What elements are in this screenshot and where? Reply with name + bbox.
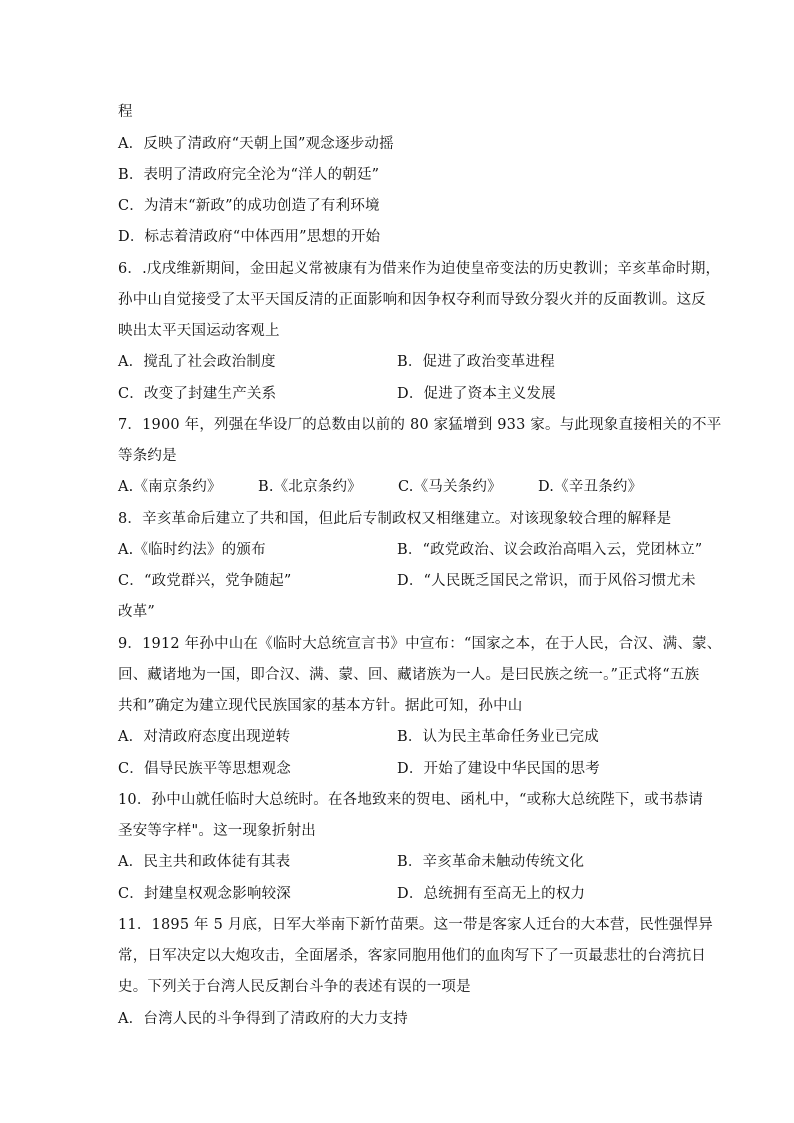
- q7-option-b: B.《北京条约》: [258, 479, 362, 495]
- q9-stem-line-3: 共和”确定为建立现代民族国家的基本方针。据此可知，孙中山: [118, 698, 523, 714]
- q8-option-d: D．“人民既乏国民之常识，而于风俗习惯尤未: [397, 573, 696, 589]
- q9-option-c: C．倡导民族平等思想观念: [118, 761, 291, 777]
- q8-option-b: B．“政党政治、议会政治高唱入云，党团林立”: [397, 542, 703, 558]
- q9-stem-line-2: 回、藏诸地为一国，即合汉、满、蒙、回、藏诸族为一人。是曰民族之统一。”正式将“五族: [118, 667, 700, 683]
- q5-option-c: C．为清末“新政”的成功创造了有利环境: [118, 198, 380, 214]
- q10-option-a: A．民主共和政体徒有其表: [118, 854, 291, 870]
- q5-option-d: D．标志着清政府“中体西用”思想的开始: [118, 229, 381, 245]
- q8-option-c: C．“政党群兴，党争随起”: [118, 573, 292, 589]
- q6-stem-line-1: 6．.戊戌维新期间，金田起义常被康有为借来作为迫使皇帝变法的历史教训；辛亥革命时期，: [118, 261, 721, 277]
- q6-stem-line-2: 孙中山自觉接受了太平天国反清的正面影响和因争权夺利而导致分裂火并的反面教训。这反: [118, 292, 706, 308]
- q10-option-c: C．封建皇权观念影响较深: [118, 886, 291, 902]
- q6-option-b: B．促进了政治变革进程: [397, 354, 555, 370]
- q6-option-a: A．搅乱了社会政治制度: [118, 354, 276, 370]
- q7-option-d: D.《辛丑条约》: [538, 479, 643, 495]
- q9-option-b: B．认为民主革命任务业已完成: [397, 729, 599, 745]
- q8-option-a: A.《临时约法》的颁布: [118, 542, 266, 558]
- q11-stem-line-3: 史。下列关于台湾人民反割台斗争的表述有误的一项是: [118, 979, 471, 995]
- q9-stem-line-1: 9．1912 年孙中山在《临时大总统宣言书》中宣布：“国家之本，在于人民，合汉、满、蒙、: [118, 636, 722, 652]
- q11-stem-line-1: 11．1895 年 5 月底，日军大举南下新竹苗栗。这一带是客家人迁台的大本营，民性强悍异: [118, 917, 713, 933]
- q10-option-b: B．辛亥革命未触动传统文化: [397, 854, 585, 870]
- q7-stem-line-1: 7．1900 年，列强在华设厂的总数由以前的 80 家猛增到 933 家。与此现象直接相关的不平: [118, 417, 722, 433]
- q6-option-c: C．改变了封建生产关系: [118, 386, 277, 402]
- q8-option-d-continued: 改革”: [118, 604, 156, 620]
- q9-option-d: D．开始了建设中华民国的思考: [397, 761, 600, 777]
- q10-stem-line-1: 10．孙中山就任临时大总统时。在各地致来的贺电、函札中，“或称大总统陛下，或书恭请: [118, 792, 704, 808]
- q10-stem-line-2: 圣安等字样"。这一现象折射出: [118, 823, 316, 839]
- q11-option-a: A．台湾人民的斗争得到了清政府的大力支持: [118, 1011, 408, 1027]
- q5-option-b: B．表明了清政府完全沦为“洋人的朝廷”: [118, 167, 380, 183]
- q9-option-a: A．对清政府态度出现逆转: [118, 729, 291, 745]
- question-5-stem-end: 程: [118, 104, 133, 120]
- q5-option-a: A．反映了清政府“天朝上国”观念逐步动摇: [118, 136, 394, 152]
- q10-option-d: D．总统拥有至高无上的权力: [397, 886, 586, 902]
- q6-stem-line-3: 映出太平天国运动客观上: [118, 323, 280, 339]
- q7-stem-line-2: 等条约是: [118, 448, 177, 464]
- q7-option-c: C.《马关条约》: [398, 479, 502, 495]
- q8-stem: 8．辛亥革命后建立了共和国，但此后专制政权又相继建立。对该现象较合理的解释是: [118, 511, 672, 527]
- q11-stem-line-2: 常，日军决定以大炮攻击，全面屠杀，客家同胞用他们的血肉写下了一页最悲壮的台湾抗日: [118, 948, 706, 964]
- q7-option-a: A.《南京条约》: [118, 479, 222, 495]
- q6-option-d: D．促进了资本主义发展: [397, 386, 556, 402]
